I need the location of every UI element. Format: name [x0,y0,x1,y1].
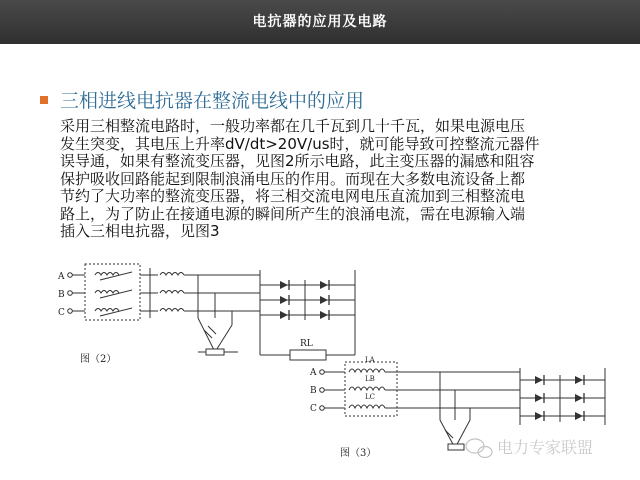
watermark [466,438,593,458]
section-heading: 三相进线电抗器在整流电线中的应用 [60,90,365,112]
paragraph-line: 采用三相整流电路时，一般功率都在几千瓦到几十千瓦，如果电源电压 [60,117,526,135]
paragraph-line: 误导通，如果有整流变压器，见图2所示电路，此主变压器的漏感和阻容 [60,152,535,170]
paragraph-line: 保护吸收回路能起到限制浪涌电压的作用。而现在大多数电流设备上都 [60,169,526,188]
fig2-caption: 图（2） [80,354,117,365]
watermark-text: 电力专家联盟 [497,438,594,457]
fig3-inductor-lc-label: LC [365,393,376,401]
fig3-caption: 图（3） [340,448,377,459]
fig3-inductor-lb-label: LB [365,375,375,383]
fig2-phase-c-label: C [58,308,65,318]
paragraph-line: 发生突变，其电压上升率dV/dt>20V/us时，就可能导致可控整流元器件 [60,134,540,153]
paragraph-line: 节约了大功率的整流变压器，将三相交流电网电压直流加到三相整流电 [60,187,526,205]
fig3-phase-c-label: C [310,404,317,414]
paragraph-line: 插入三相电抗器，见图3 [60,222,220,240]
figure-3-circuit [320,362,605,450]
fig3-phase-a-label: A [310,368,317,378]
fig2-load-label: RL [300,339,313,349]
fig3-inductor-la-label: LA [365,356,375,364]
slide-title: 电抗器的应用及电路 [252,14,388,30]
fig2-phase-a-label: A [58,272,65,282]
wechat-icon [466,439,492,458]
paragraph-line: 路上，为了防止在接通电源的瞬间所产生的浪涌电流，需在电源输入端 [60,204,526,223]
fig3-phase-b-label: B [310,386,317,396]
fig2-phase-b-label: B [58,290,65,300]
